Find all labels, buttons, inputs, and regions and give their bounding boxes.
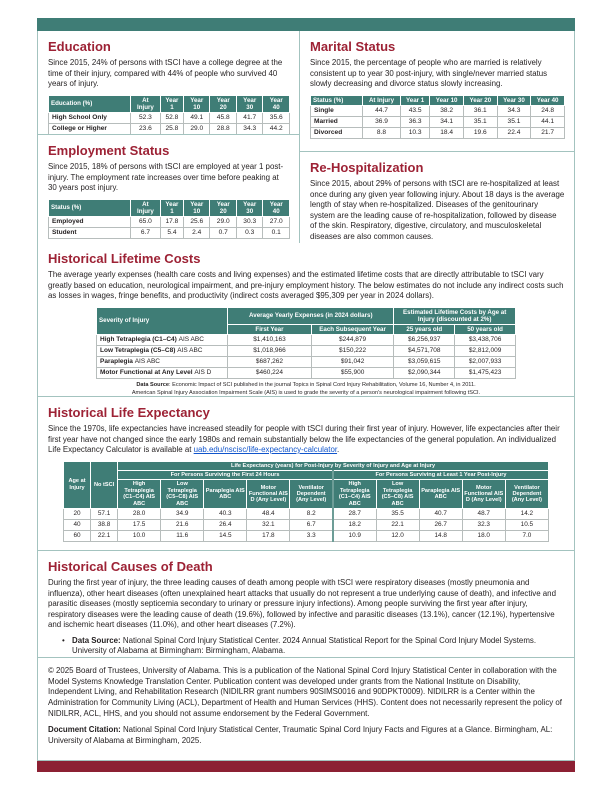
col-header: Year 30 <box>236 95 262 112</box>
cell: $2,007,933 <box>455 357 516 368</box>
col-header: Year 1 <box>160 199 183 216</box>
cell: 36.3 <box>400 116 429 127</box>
cell: 24.8 <box>531 105 565 116</box>
cell: 17.8 <box>160 216 183 227</box>
cell: 8.8 <box>363 128 401 139</box>
col-header: High Tetraplegia (C1–C4) AIS ABC <box>333 480 376 509</box>
col-header: High Tetraplegia (C1–C4) AIS ABC <box>118 480 161 509</box>
costs-group2-header: Estimated Lifetime Costs by Age at Injury (discounted at 2%) <box>394 307 516 324</box>
cell: $3,059,615 <box>394 357 455 368</box>
table-row <box>64 520 549 531</box>
cell: 26.4 <box>204 520 247 531</box>
col-header: Year 10 <box>430 95 464 105</box>
copyright-text: © 2025 Board of Trustees, University of Alabama. This is a publication of the National Spinal Cord Injury Statistical Center in collaboration with the Model Systems Knowledge Translation Center. Publication content was developed under grants from the National Institute on Disability, Independent Living, and Rehabilitation Research (NIDILRR grant numbers 90SIMS0016 and 90DPKT0009). NIDILRR is a Center within the Administration for Community Living (ACL), Department of Health and Human Services (HHS). Content does not necessarily represent the policy of NIDILRR, ACL, HHS, and you should not assume endorsement by the Federal Government. <box>48 666 562 718</box>
document-page <box>37 18 575 772</box>
col-header: Motor Functional AIS D (Any Level) <box>247 480 290 509</box>
col-header: Year 30 <box>236 199 262 216</box>
cell: 18.0 <box>462 531 505 542</box>
cell: $150,222 <box>311 346 394 357</box>
severity-label: High Tetraplegia (C1–C4) <box>100 335 177 343</box>
cell: 29.0 <box>210 216 236 227</box>
cell: $2,090,344 <box>394 368 455 379</box>
table-header-row <box>49 199 290 216</box>
table-subheader-row <box>64 480 549 509</box>
footnote-text: American Spinal Injury Association Impairment Scale (AIS) is used to grade the severity of a person's neurological impairment following tSCI. <box>131 389 481 396</box>
cell: 35.1 <box>463 116 497 127</box>
cell: 40.7 <box>419 509 462 520</box>
life-expectancy-table <box>63 461 549 543</box>
cell: 23.6 <box>131 123 161 134</box>
row-label: Employed <box>49 216 131 227</box>
cell: 36.9 <box>363 116 401 127</box>
cell: 45.8 <box>210 112 236 123</box>
top-columns <box>38 31 574 243</box>
table-header-row <box>49 95 290 112</box>
table-header-row <box>311 95 565 105</box>
col-header: Year 20 <box>463 95 497 105</box>
table-top-header: Life Expectancy (years) for Post-Injury by Severity of Injury and Age at Injury <box>118 461 549 470</box>
cell: 22.1 <box>376 520 419 531</box>
cell: 17.8 <box>247 531 290 542</box>
cell: 35.5 <box>376 509 419 520</box>
data-source-bullet <box>48 636 564 657</box>
table-row <box>97 346 516 357</box>
col-header: Year 1 <box>160 95 183 112</box>
rehospitalization-title: Re-Hospitalization <box>310 160 424 175</box>
causes-of-death-body: During the first year of injury, the three leading causes of death among people with tSCI were respiratory diseases (mostly pneumonia and influenza), other heart diseases (often unexplained heart attacks that usually do not represent a true underlying cause of death), and infective and parasitic diseases (mostly septicemia secondary to urinary or pressure injury infections). Among people surviving the first year after injury, respiratory diseases were the leading cause of death (19.6%), followed by infective and parasitic diseases (13.1%), cancer (12.1%), hypertensive and ischemic heart diseases (11.0%), and other heart diseases (7.2%). <box>48 578 556 629</box>
severity-scale: AIS ABC <box>177 347 203 354</box>
education-col0-header: Education (%) <box>49 95 131 112</box>
data-source-body: National Spinal Cord Injury Statistical Center. 2024 Annual Statistical Report for the Spinal Cord Injury Model Systems. University of Alabama at Birmingham: Birmingham, Alabama. <box>72 635 537 655</box>
table-row <box>64 531 549 542</box>
cell: 21.7 <box>531 128 565 139</box>
life-expectancy-body <box>48 424 564 456</box>
cell: 2.4 <box>184 227 210 238</box>
col-header: Year 10 <box>184 199 210 216</box>
education-table <box>48 95 290 136</box>
cell: 28.7 <box>333 509 376 520</box>
col-header: Year 1 <box>400 95 429 105</box>
rehospitalization-section <box>300 152 575 243</box>
body-text: Since the 1970s, life expectancies have increased steadily for people with tSCI during their first year of injury. However, life expectancies after their first year have not changed since the early 1980s and remain substantially below the life expectancies of the general population. An individualized Life Expectancy Calculator is available at <box>48 424 560 454</box>
lifetime-costs-body: The average yearly expenses (health care costs and living expenses) and the estimated lifetime costs that are directly attributable to tSCI vary greatly based on education, neurological impairment, and pre-injury employment history. The below estimates do not include any indirect costs such as losses in wages, fringe benefits, and productivity (indirect costs averaged $95,309 per year in 2024 dollars). <box>48 270 564 300</box>
cell: 14.8 <box>419 531 462 542</box>
data-source-label: Data Source: <box>72 635 121 645</box>
col-header: Ventilator Dependent (Any Level) <box>505 480 548 509</box>
col-header: Year 20 <box>210 95 236 112</box>
employment-section <box>38 135 299 243</box>
age-cell: 40 <box>64 520 91 531</box>
col-header: Paraplegia AIS ABC <box>419 480 462 509</box>
row-label <box>97 346 228 357</box>
cell: 48.7 <box>462 509 505 520</box>
col-header: At Injury <box>363 95 401 105</box>
cell: 22.4 <box>497 128 531 139</box>
severity-scale: AIS ABC <box>178 335 204 343</box>
row-label: Student <box>49 227 131 238</box>
cell: 28.0 <box>118 509 161 520</box>
cell: 65.0 <box>131 216 161 227</box>
costs-group1-header: Average Yearly Expenses (in 2024 dollars) <box>228 307 394 324</box>
cell: 48.4 <box>247 509 290 520</box>
body-text: . <box>337 445 340 454</box>
cell: 22.1 <box>91 531 118 542</box>
col-header: Year 10 <box>184 95 210 112</box>
col-header: Each Subsequent Year <box>311 324 394 334</box>
citation-text: National Spinal Cord Injury Statistical Center, Traumatic Spinal Cord Injury Facts and Figures at a Glance. Birmingham, AL: University of Alabama at Birmingham, 2025. <box>48 725 553 746</box>
table-row <box>64 509 549 520</box>
cell: 11.6 <box>161 531 204 542</box>
cell: 25.6 <box>184 216 210 227</box>
col-header: First Year <box>228 324 312 334</box>
cell: $4,571,708 <box>394 346 455 357</box>
costs-footnote <box>48 382 564 397</box>
cell: 44.2 <box>263 123 290 134</box>
cell: 29.0 <box>184 123 210 134</box>
cell: 40.3 <box>204 509 247 520</box>
rehospitalization-body: Since 2015, about 29% of persons with tSCI are re-hospitalized at least once during any given year following injury. About 18 days is the average length of stay when re-hospitalized. Diseases of the genitourinary system are the leading cause of re-hospitalization, followed by disease of the skin. Respiratory, digestive, circulatory, and musculoskeletal diseases are also common causes. <box>310 179 565 241</box>
cell: 8.2 <box>290 509 333 520</box>
footnote-text: : Economic Impact of SCI published in the journal Topics in Spinal Cord Injury Rehabilitation, Volume 16, Number 4, in 2011. <box>168 382 476 389</box>
cell: 14.2 <box>505 509 548 520</box>
cell: 14.5 <box>204 531 247 542</box>
cell: $687,262 <box>228 357 312 368</box>
cell: 21.6 <box>161 520 204 531</box>
col-header: Year 20 <box>210 199 236 216</box>
employment-col0-header: Status (%) <box>49 199 131 216</box>
cell: 35.6 <box>263 112 290 123</box>
row-label: High School Only <box>49 112 131 123</box>
cell: $3,438,706 <box>455 334 516 345</box>
causes-of-death-title: Historical Causes of Death <box>48 559 213 574</box>
causes-of-death-section <box>38 551 574 658</box>
right-column <box>300 31 575 243</box>
table-header-row <box>97 307 516 324</box>
cell: 44.7 <box>363 105 401 116</box>
cell: 34.3 <box>497 105 531 116</box>
footer-section <box>38 658 574 760</box>
col-header: Year 40 <box>263 199 290 216</box>
age-cell: 20 <box>64 509 91 520</box>
cell: $2,812,009 <box>455 346 516 357</box>
cell: $91,042 <box>311 357 394 368</box>
cell: 6.7 <box>131 227 161 238</box>
row-label <box>97 357 228 368</box>
cell: 19.6 <box>463 128 497 139</box>
bullet-icon: • <box>62 635 65 645</box>
document-citation <box>48 725 564 746</box>
cell: $244,879 <box>311 334 394 345</box>
col-header: Year 40 <box>531 95 565 105</box>
col-header: Ventilator Dependent (Any Level) <box>290 480 333 509</box>
cell: 38.2 <box>430 105 464 116</box>
cell: $55,900 <box>311 368 394 379</box>
severity-label: Low Tetraplegia (C5–C8) <box>100 347 176 354</box>
col-header: Low Tetraplegia (C5–C8) AIS ABC <box>161 480 204 509</box>
row-label <box>97 334 228 345</box>
left-column <box>38 31 300 243</box>
cell: 52.3 <box>131 112 161 123</box>
costs-col0-header: Severity of Injury <box>97 307 228 334</box>
col-header: Motor Functional AIS D (Any Level) <box>462 480 505 509</box>
cell: 30.3 <box>236 216 262 227</box>
cell: 0.1 <box>263 227 290 238</box>
marital-table <box>310 95 565 140</box>
table-row <box>97 357 516 368</box>
severity-label: Paraplegia <box>100 358 133 366</box>
cell: 32.1 <box>247 520 290 531</box>
col-header: At Injury <box>131 95 161 112</box>
table-row <box>311 128 565 139</box>
data-source-text <box>72 636 564 657</box>
cell: $6,256,937 <box>394 334 455 345</box>
col-header: 25 years old <box>394 324 455 334</box>
age-cell: 60 <box>64 531 91 542</box>
cell: 18.2 <box>333 520 376 531</box>
lifetime-costs-section <box>38 243 574 397</box>
cell: 41.7 <box>236 112 262 123</box>
table-group-row <box>64 470 549 479</box>
age-at-injury-header: Age at Injury <box>64 461 91 509</box>
lifetime-costs-title: Historical Lifetime Costs <box>48 251 201 266</box>
row-label: Single <box>311 105 363 116</box>
cell: $1,410,163 <box>228 334 312 345</box>
table-row <box>49 123 290 134</box>
cell: 28.8 <box>210 123 236 134</box>
cell: 5.4 <box>160 227 183 238</box>
cell: 10.3 <box>400 128 429 139</box>
cell: 52.8 <box>160 112 183 123</box>
top-accent-bar <box>37 18 575 31</box>
marital-col0-header: Status (%) <box>311 95 363 105</box>
cell: 34.9 <box>161 509 204 520</box>
cell: 18.4 <box>430 128 464 139</box>
cell: $1,475,423 <box>455 368 516 379</box>
row-label: Married <box>311 116 363 127</box>
employment-table <box>48 199 290 240</box>
cell: 38.8 <box>91 520 118 531</box>
table-row <box>311 105 565 116</box>
col-header: At Injury <box>131 199 161 216</box>
row-label: Divorced <box>311 128 363 139</box>
cell: 3.3 <box>290 531 333 542</box>
cell: 10.0 <box>118 531 161 542</box>
row-label <box>97 368 228 379</box>
group2-header: For Persons Surviving at Least 1 Year Post-Injury <box>333 470 549 479</box>
marital-body: Since 2015, the percentage of people who are married is relatively consistent up to year 30 post-injury, with single/never married status slowly decreasing and divorce status slowly increasing. <box>310 58 548 88</box>
col-header: Year 30 <box>497 95 531 105</box>
table-row <box>311 116 565 127</box>
education-section <box>38 31 299 135</box>
table-row <box>49 216 290 227</box>
severity-scale: AIS D <box>194 369 212 377</box>
cell: 43.5 <box>400 105 429 116</box>
cell: 10.9 <box>333 531 376 542</box>
life-expectancy-title: Historical Life Expectancy <box>48 405 210 420</box>
severity-label: Motor Functional at Any Level <box>100 369 193 377</box>
no-tsci-header: No tSCI <box>91 461 118 509</box>
cell: 12.0 <box>376 531 419 542</box>
cell: 7.0 <box>505 531 548 542</box>
cell: 27.0 <box>263 216 290 227</box>
cell: 25.8 <box>160 123 183 134</box>
cell: 36.1 <box>463 105 497 116</box>
citation-label: Document Citation: <box>48 725 121 735</box>
footnote-label: Data Source <box>136 382 169 389</box>
cell: 0.7 <box>210 227 236 238</box>
life-expectancy-calculator-link[interactable]: uab.edu/nscisc/life-expectancy-calculator <box>193 445 338 454</box>
content-box <box>37 31 575 761</box>
table-row <box>49 227 290 238</box>
life-expectancy-section <box>38 397 574 551</box>
col-header: Paraplegia AIS ABC <box>204 480 247 509</box>
cell: 10.5 <box>505 520 548 531</box>
cell: 35.1 <box>497 116 531 127</box>
education-title: Education <box>48 39 111 54</box>
marital-title: Marital Status <box>310 39 396 54</box>
table-row <box>97 368 516 379</box>
cell: 44.1 <box>531 116 565 127</box>
employment-title: Employment Status <box>48 143 170 158</box>
table-header-row <box>64 461 549 470</box>
cell: $1,018,966 <box>228 346 312 357</box>
marital-section <box>300 31 575 152</box>
col-header: Low Tetraplegia (C5–C8) AIS ABC <box>376 480 419 509</box>
cell: 6.7 <box>290 520 333 531</box>
cell: 34.1 <box>430 116 464 127</box>
row-label: College or Higher <box>49 123 131 134</box>
education-body: Since 2015, 24% of persons with tSCI have a college degree at the time of their injury, compared with 44% of people who survived 40 years of injury. <box>48 58 283 88</box>
cell: 49.1 <box>184 112 210 123</box>
lifetime-costs-table <box>96 307 516 380</box>
bottom-accent-bar <box>37 761 575 772</box>
table-row <box>49 112 290 123</box>
cell: 34.3 <box>236 123 262 134</box>
cell: 26.7 <box>419 520 462 531</box>
col-header: 50 years old <box>455 324 516 334</box>
cell: $460,224 <box>228 368 312 379</box>
group1-header: For Persons Surviving the First 24 Hours <box>118 470 333 479</box>
severity-scale: AIS ABC <box>134 358 160 366</box>
employment-body: Since 2015, 18% of persons with tSCI are employed at year 1 post-injury. The employment rate increases over time before peaking at 30 years post injury. <box>48 162 284 192</box>
col-header: Year 40 <box>263 95 290 112</box>
cell: 17.5 <box>118 520 161 531</box>
cell: 32.3 <box>462 520 505 531</box>
cell: 57.1 <box>91 509 118 520</box>
table-row <box>97 334 516 345</box>
cell: 0.3 <box>236 227 262 238</box>
